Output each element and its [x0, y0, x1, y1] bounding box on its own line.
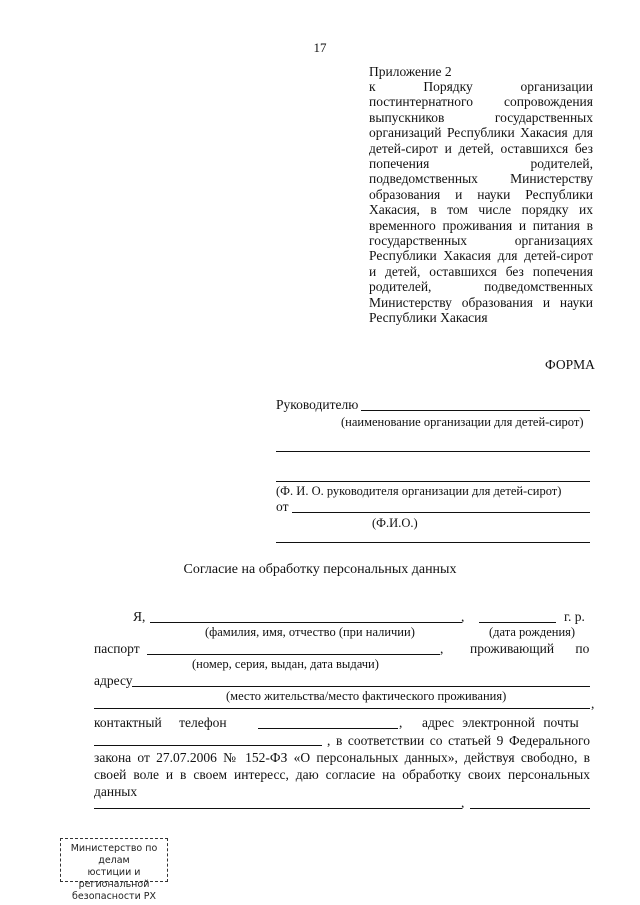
head-name-line[interactable]: [276, 481, 590, 482]
to-head-label: Руководителю: [276, 397, 359, 412]
address-line-2[interactable]: [94, 708, 590, 709]
address-hint: (место жительства/место фактического проживания): [226, 689, 507, 703]
i-label: Я,: [133, 609, 146, 624]
appendix-line: к Порядку организации: [369, 79, 593, 94]
comma: ,: [461, 609, 465, 624]
consent-paragraph: [94, 749, 590, 800]
appendix-line: подведомственных Министерству: [369, 171, 593, 187]
appendix-line: попечения родителей,: [369, 156, 593, 172]
appendix-line: и детей, оставшихся без попечения: [369, 263, 593, 279]
address-line[interactable]: [132, 686, 590, 687]
phone-line[interactable]: [258, 728, 398, 729]
consent-text: своей воле и в своем интересс, даю согласие на обработку своих персональных: [94, 767, 590, 782]
consent-text: , в соответствии со статьей 9 Федерального: [327, 733, 590, 748]
page-number: 17: [313, 40, 327, 55]
passport-hint: (номер, серия, выдан, дата выдачи): [192, 657, 379, 671]
consent-text: закона от 27.07.2006 № 152-ФЗ «О персональных данных», действуя свободно, в: [94, 750, 590, 765]
data-line-2[interactable]: [470, 808, 590, 809]
appendix-line: Республики Хакасия: [369, 310, 488, 326]
org-name-line[interactable]: [361, 410, 590, 411]
from-fio-hint: (Ф.И.О.): [372, 516, 418, 530]
appendix-line: организаций Республики Хакасия для: [369, 125, 593, 141]
appendix-title: Приложение 2: [369, 64, 452, 79]
org-name-hint: (наименование организации для детей-сирот): [341, 415, 584, 429]
address-label: адресу: [94, 673, 133, 688]
appendix-line: постинтернатного сопровождения: [369, 94, 593, 110]
consent-text: данных: [94, 784, 138, 799]
fio-hint: (фамилия, имя, отчество (при наличии): [205, 625, 415, 639]
birth-suffix: г. р.: [564, 609, 585, 624]
comma: ,: [591, 696, 595, 711]
stamp-line: юстиции и региональной: [78, 867, 150, 890]
from-fio-line-2[interactable]: [276, 542, 590, 543]
form-label: ФОРМА: [545, 357, 595, 372]
comma: ,: [399, 715, 403, 730]
appendix-line: образования и науки Республики: [369, 186, 593, 202]
document-title: Согласие на обработку персональных данных: [183, 562, 457, 577]
passport-label: паспорт: [94, 641, 140, 656]
org-name-line-2[interactable]: [276, 451, 590, 452]
appendix-body: [369, 79, 593, 326]
head-name-hint: (Ф. И. О. руководителя организации для детей-сирот): [276, 484, 562, 498]
from-fio-line[interactable]: [292, 512, 590, 513]
appendix-line: родителей, подведомственных: [369, 279, 593, 295]
appendix-line: выпускников государственных: [369, 109, 593, 125]
birth-date-line[interactable]: [479, 622, 556, 623]
birth-hint: (дата рождения): [489, 625, 576, 639]
stamp-line: безопасности РХ: [71, 891, 157, 902]
email-label: адрес электронной почты: [422, 715, 579, 730]
appendix-line: Министерству образования и науки: [369, 294, 593, 310]
living-label: проживающий по: [470, 641, 590, 656]
comma: ,: [440, 641, 444, 656]
passport-line[interactable]: [147, 654, 440, 655]
phone-label: контактный телефон: [94, 715, 227, 730]
from-label: от: [276, 499, 289, 514]
appendix-line: Республики Хакасия для детей-сирот: [369, 248, 593, 264]
consent-line: [327, 732, 590, 749]
registration-stamp: [60, 838, 168, 902]
fio-line[interactable]: [150, 622, 462, 623]
stamp-line: Министерство по делам: [70, 843, 158, 866]
appendix-line: временного проживания и питания в: [369, 217, 593, 233]
data-line-1[interactable]: [94, 808, 462, 809]
comma: ,: [461, 795, 465, 810]
email-line[interactable]: [94, 745, 322, 746]
appendix-line: Хакасия, в том числе порядку их: [369, 202, 593, 218]
appendix-line: детей-сирот и детей, оставшихся без: [369, 140, 593, 156]
appendix-line: государственных организациях: [369, 233, 593, 249]
